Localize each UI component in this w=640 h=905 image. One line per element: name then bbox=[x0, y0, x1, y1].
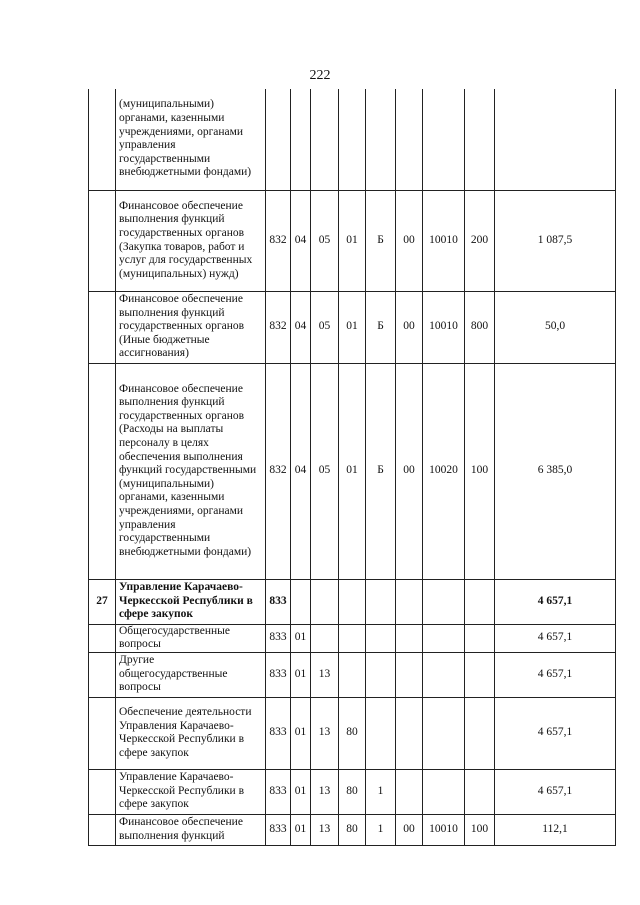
row-name: Управление Карачаево-Черкесской Республики в сфере закупок bbox=[116, 769, 266, 814]
grbs-code: 832 bbox=[266, 363, 291, 579]
program-code: 80 bbox=[339, 814, 366, 845]
program-code: 01 bbox=[339, 291, 366, 363]
expense-type-code: 100 bbox=[465, 363, 495, 579]
section-code: 04 bbox=[291, 363, 311, 579]
amount: 112,1 bbox=[495, 814, 616, 845]
row-name: Финансовое обеспечение выполнения функций государственных органов (Закупка товаров, работ и услуг для государственных (муниципальных) нужд) bbox=[116, 190, 266, 291]
amount bbox=[495, 89, 616, 190]
expense-type-code bbox=[465, 624, 495, 652]
grbs-code: 832 bbox=[266, 291, 291, 363]
row-name: (муниципальными) органами, казенными учреждениями, органами управления государственными внебюджетными фондами) bbox=[116, 89, 266, 190]
row-number bbox=[89, 697, 116, 769]
table-row bbox=[89, 363, 616, 579]
table-row bbox=[89, 697, 616, 769]
amount: 4 657,1 bbox=[495, 697, 616, 769]
event-code: 00 bbox=[396, 363, 423, 579]
direction-code bbox=[423, 652, 465, 697]
direction-code: 10010 bbox=[423, 291, 465, 363]
section-code: 01 bbox=[291, 697, 311, 769]
amount: 4 657,1 bbox=[495, 769, 616, 814]
table-row bbox=[89, 652, 616, 697]
section-code bbox=[291, 89, 311, 190]
amount: 4 657,1 bbox=[495, 652, 616, 697]
grbs-code bbox=[266, 89, 291, 190]
subsection-code: 13 bbox=[311, 814, 339, 845]
row-name: Финансовое обеспечение выполнения функций государственных органов (Расходы на выплаты персоналу в целях обеспечения выполнения функций государственными (муниципальными) органами, казенными учреждениями, органами управления государственными внебюджетными фондами) bbox=[116, 363, 266, 579]
event-code: 00 bbox=[396, 291, 423, 363]
amount: 50,0 bbox=[495, 291, 616, 363]
amount: 4 657,1 bbox=[495, 579, 616, 624]
subprogram-code: Б bbox=[366, 190, 396, 291]
table-row bbox=[89, 291, 616, 363]
subprogram-code bbox=[366, 697, 396, 769]
direction-code bbox=[423, 697, 465, 769]
direction-code bbox=[423, 89, 465, 190]
expense-type-code: 200 bbox=[465, 190, 495, 291]
row-name: Финансовое обеспечение выполнения функций государственных органов (Иные бюджетные ассигнования) bbox=[116, 291, 266, 363]
row-number bbox=[89, 190, 116, 291]
amount: 1 087,5 bbox=[495, 190, 616, 291]
direction-code bbox=[423, 624, 465, 652]
subsection-code: 13 bbox=[311, 652, 339, 697]
row-number bbox=[89, 291, 116, 363]
row-number bbox=[89, 769, 116, 814]
row-number bbox=[89, 814, 116, 845]
subprogram-code: 1 bbox=[366, 769, 396, 814]
subsection-code: 05 bbox=[311, 190, 339, 291]
program-code bbox=[339, 579, 366, 624]
grbs-code: 833 bbox=[266, 652, 291, 697]
grbs-code: 833 bbox=[266, 814, 291, 845]
table-row bbox=[89, 190, 616, 291]
grbs-code: 833 bbox=[266, 697, 291, 769]
program-code: 80 bbox=[339, 697, 366, 769]
row-name: Другие общегосударственные вопросы bbox=[116, 652, 266, 697]
subprogram-code bbox=[366, 89, 396, 190]
subsection-code: 13 bbox=[311, 769, 339, 814]
row-name: Финансовое обеспечение выполнения функций bbox=[116, 814, 266, 845]
table-row bbox=[89, 579, 616, 624]
event-code bbox=[396, 697, 423, 769]
subsection-code bbox=[311, 579, 339, 624]
event-code bbox=[396, 89, 423, 190]
event-code bbox=[396, 579, 423, 624]
direction-code: 10010 bbox=[423, 190, 465, 291]
page-number: 222 bbox=[309, 68, 331, 83]
section-code: 01 bbox=[291, 652, 311, 697]
event-code bbox=[396, 624, 423, 652]
table-row bbox=[89, 89, 616, 190]
expense-type-code bbox=[465, 697, 495, 769]
budget-table bbox=[88, 89, 616, 846]
subsection-code: 05 bbox=[311, 363, 339, 579]
section-code: 04 bbox=[291, 190, 311, 291]
expense-type-code: 100 bbox=[465, 814, 495, 845]
subsection-code: 13 bbox=[311, 697, 339, 769]
grbs-code: 833 bbox=[266, 579, 291, 624]
subprogram-code bbox=[366, 652, 396, 697]
program-code bbox=[339, 624, 366, 652]
subprogram-code bbox=[366, 624, 396, 652]
event-code bbox=[396, 769, 423, 814]
subsection-code: 05 bbox=[311, 291, 339, 363]
expense-type-code bbox=[465, 89, 495, 190]
expense-type-code: 800 bbox=[465, 291, 495, 363]
subprogram-code: Б bbox=[366, 291, 396, 363]
grbs-code: 833 bbox=[266, 769, 291, 814]
subprogram-code: Б bbox=[366, 363, 396, 579]
section-code: 01 bbox=[291, 769, 311, 814]
event-code: 00 bbox=[396, 190, 423, 291]
program-code: 80 bbox=[339, 769, 366, 814]
subprogram-code: 1 bbox=[366, 814, 396, 845]
program-code: 01 bbox=[339, 363, 366, 579]
direction-code: 10020 bbox=[423, 363, 465, 579]
section-code: 04 bbox=[291, 291, 311, 363]
expense-type-code bbox=[465, 769, 495, 814]
program-code bbox=[339, 652, 366, 697]
row-name: Управление Карачаево-Черкесской Республики в сфере закупок bbox=[116, 579, 266, 624]
section-code: 01 bbox=[291, 814, 311, 845]
row-number: 27 bbox=[89, 579, 116, 624]
section-code bbox=[291, 579, 311, 624]
section-code: 01 bbox=[291, 624, 311, 652]
subsection-code bbox=[311, 624, 339, 652]
program-code bbox=[339, 89, 366, 190]
row-number bbox=[89, 624, 116, 652]
table-row bbox=[89, 769, 616, 814]
row-number bbox=[89, 363, 116, 579]
amount: 6 385,0 bbox=[495, 363, 616, 579]
amount: 4 657,1 bbox=[495, 624, 616, 652]
expense-type-code bbox=[465, 579, 495, 624]
event-code: 00 bbox=[396, 814, 423, 845]
program-code: 01 bbox=[339, 190, 366, 291]
row-number bbox=[89, 89, 116, 190]
row-number bbox=[89, 652, 116, 697]
expense-type-code bbox=[465, 652, 495, 697]
table-row bbox=[89, 624, 616, 652]
direction-code bbox=[423, 769, 465, 814]
row-name: Обеспечение деятельности Управления Карачаево-Черкесской Республики в сфере закупок bbox=[116, 697, 266, 769]
grbs-code: 832 bbox=[266, 190, 291, 291]
event-code bbox=[396, 652, 423, 697]
direction-code bbox=[423, 579, 465, 624]
direction-code: 10010 bbox=[423, 814, 465, 845]
row-name: Общегосударственные вопросы bbox=[116, 624, 266, 652]
subprogram-code bbox=[366, 579, 396, 624]
subsection-code bbox=[311, 89, 339, 190]
table-row bbox=[89, 814, 616, 845]
grbs-code: 833 bbox=[266, 624, 291, 652]
